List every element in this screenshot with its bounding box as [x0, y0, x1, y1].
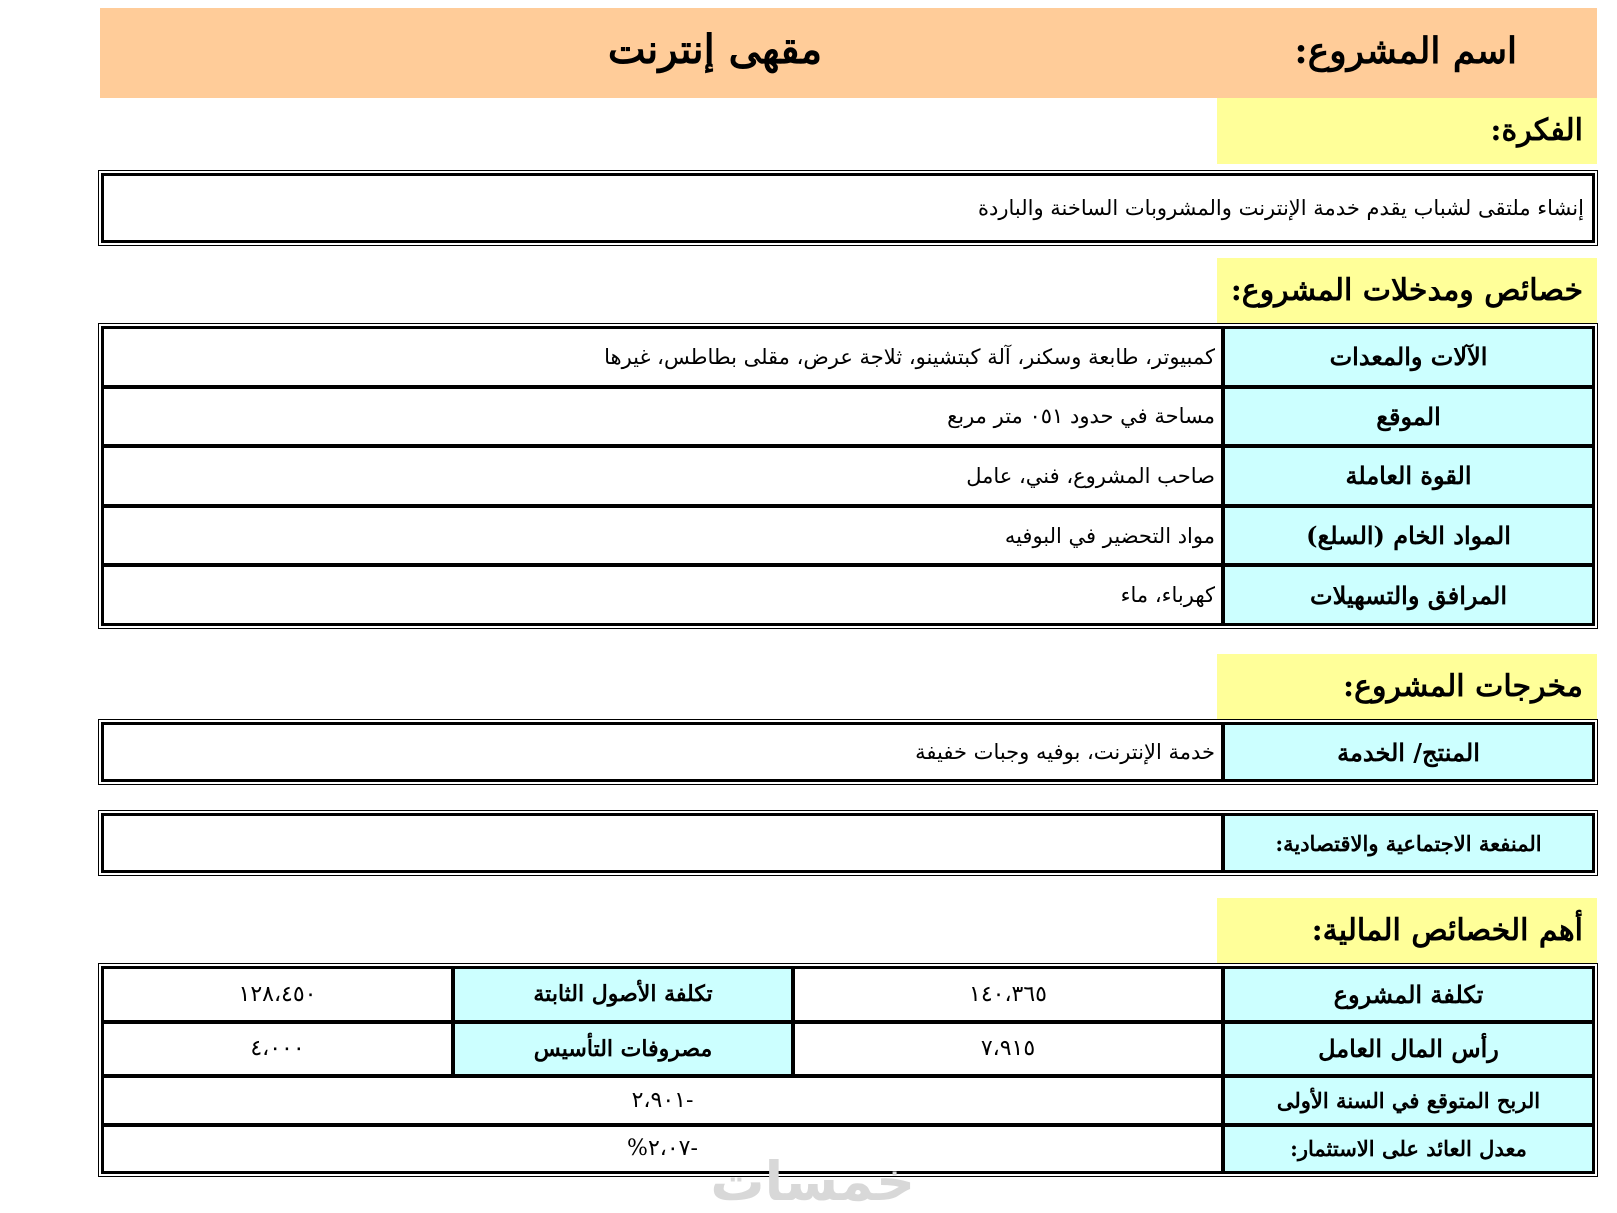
project-name-value: مقهى إنترنت	[607, 26, 823, 73]
idea-box	[98, 170, 1598, 246]
product-service-value: خدمة الإنترنت، بوفيه وجبات خفيفة	[102, 723, 1223, 781]
raw-materials-label: المواد الخام (السلع)	[1223, 506, 1594, 566]
table-row	[102, 1022, 1594, 1077]
raw-materials-value: مواد التحضير في البوفيه	[102, 506, 1223, 566]
roi-value: -٢،٠٧%	[102, 1125, 1223, 1173]
equipment-label: الآلات والمعدات	[1223, 327, 1594, 387]
setup-costs-label: مصروفات التأسيس	[453, 1022, 793, 1077]
expected-profit-label: الربح المتوقع في السنة الأولى	[1223, 1076, 1594, 1124]
benefit-table	[98, 810, 1598, 876]
product-service-label: المنتج/ الخدمة	[1223, 723, 1594, 781]
table-row	[102, 1076, 1594, 1124]
project-cost-value: ١٤٠،٣٦٥	[793, 967, 1223, 1022]
idea-text: إنشاء ملتقى لشباب يقدم خدمة الإنترنت والمشروبات الساخنة والباردة	[102, 174, 1594, 242]
workforce-label: القوة العاملة	[1223, 446, 1594, 506]
table-row	[102, 387, 1594, 447]
working-capital-value: ٧،٩١٥	[793, 1022, 1223, 1077]
working-capital-label: رأس المال العامل	[1223, 1022, 1594, 1077]
benefit-label: المنفعة الاجتماعية والاقتصادية:	[1223, 814, 1594, 872]
project-header	[100, 8, 1597, 98]
project-cost-label: تكلفة المشروع	[1223, 967, 1594, 1022]
inputs-table	[98, 323, 1598, 629]
watermark-logo: خمسات	[710, 1150, 915, 1213]
inputs-label: خصائص ومدخلات المشروع:	[1217, 258, 1597, 324]
table-row	[102, 967, 1594, 1022]
project-name-label: اسم المشروع:	[1294, 30, 1517, 72]
roi-label: معدل العائد على الاستثمار:	[1223, 1125, 1594, 1173]
setup-costs-value: ٤،٠٠٠	[102, 1022, 453, 1077]
benefit-value	[102, 814, 1223, 872]
expected-profit-value: -٢،٩٠١	[102, 1076, 1223, 1124]
fixed-assets-label: تكلفة الأصول الثابتة	[453, 967, 793, 1022]
table-row	[102, 446, 1594, 506]
utilities-label: المرافق والتسهيلات	[1223, 565, 1594, 625]
idea-label: الفكرة:	[1217, 98, 1597, 164]
fixed-assets-value: ١٢٨،٤٥٠	[102, 967, 453, 1022]
table-row	[102, 506, 1594, 566]
table-row	[102, 565, 1594, 625]
workforce-value: صاحب المشروع، فني، عامل	[102, 446, 1223, 506]
equipment-value: كمبيوتر، طابعة وسكنر، آلة كبتشينو، ثلاجة عرض، مقلى بطاطس، غيرها	[102, 327, 1223, 387]
location-label: الموقع	[1223, 387, 1594, 447]
location-value: مساحة في حدود ٠٥١ متر مربع	[102, 387, 1223, 447]
outputs-label: مخرجات المشروع:	[1217, 654, 1597, 720]
table-row	[102, 327, 1594, 387]
financial-label: أهم الخصائص المالية:	[1217, 898, 1597, 964]
outputs-table	[98, 719, 1598, 785]
financial-table	[98, 963, 1598, 1177]
utilities-value: كهرباء، ماء	[102, 565, 1223, 625]
